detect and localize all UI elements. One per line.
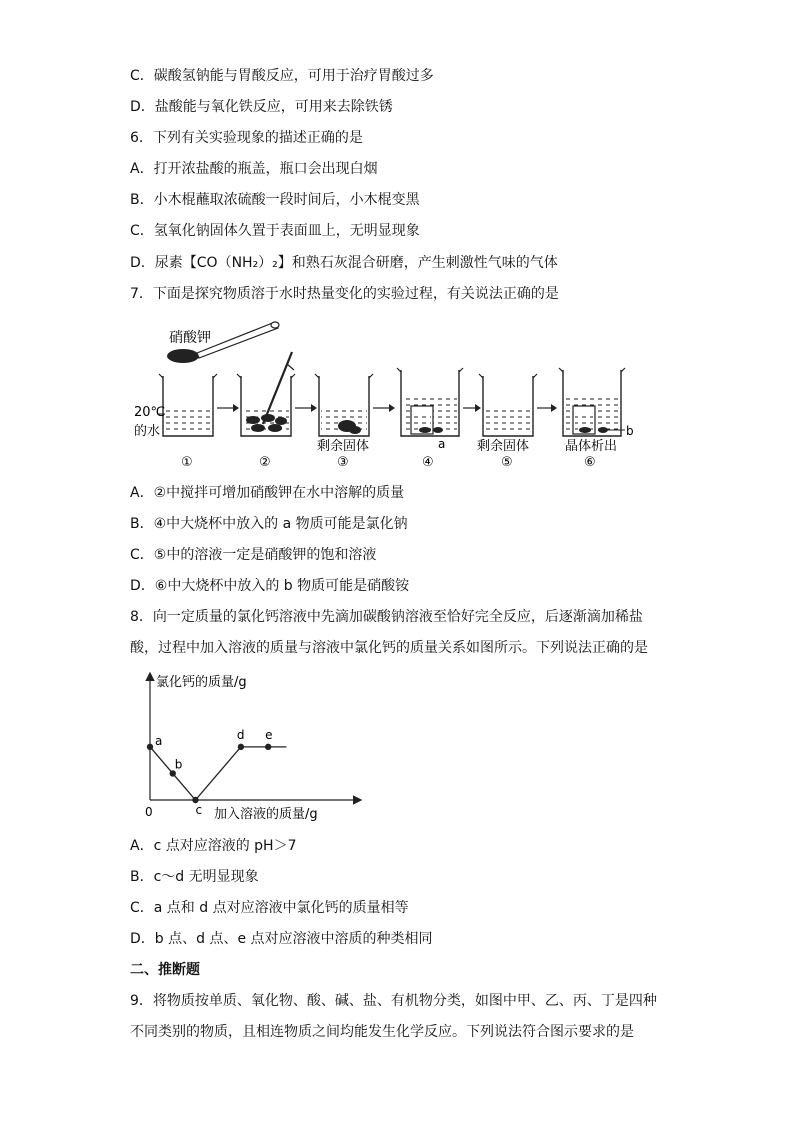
step-2: ② — [259, 455, 271, 470]
q8-option-b: B．c～d 无明显现象 — [130, 869, 259, 885]
arrow-icon — [295, 404, 317, 412]
beaker-3 — [315, 374, 373, 436]
label-a: a — [438, 437, 446, 451]
remaining-solid-label-3: 剩余固体 — [317, 439, 370, 454]
q7-option-d: D．⑥中大烧杯中放入的 b 物质可能是硝酸铵 — [130, 578, 410, 594]
point-label-d: d — [236, 727, 245, 742]
step-5: ⑤ — [501, 455, 513, 470]
q7-experiment-figure — [125, 318, 645, 473]
y-axis-label: 氯化钙的质量/g — [156, 675, 247, 690]
beaker-6 — [559, 368, 625, 436]
q9-stem-line1: 9．将物质按单质、氧化物、酸、碱、盐、有机物分类，如图中甲、乙、丙、丁是四种 — [130, 993, 657, 1009]
water-temp-label: 20℃ — [134, 405, 166, 420]
q6-option-d: D．尿素【CO（NH₂）₂】和熟石灰混合研磨，产生刺激性气味的气体 — [130, 255, 558, 271]
beaker-2 — [237, 352, 295, 436]
arrow-icon — [463, 404, 481, 412]
beaker-4 — [397, 368, 463, 436]
spoon-label: 硝酸钾 — [169, 330, 211, 346]
step-4: ④ — [422, 455, 434, 470]
point-label-a: a — [155, 733, 163, 748]
step-3: ③ — [337, 455, 349, 470]
q5-option-c: C．碳酸氢钠能与胃酸反应，可用于治疗胃酸过多 — [130, 68, 434, 84]
water-label: 的水 — [134, 424, 161, 439]
point-label-c: c — [195, 803, 203, 817]
q6-option-c: C．氢氧化钠固体久置于表面皿上，无明显现象 — [130, 223, 420, 239]
point-label-e: e — [265, 727, 273, 742]
origin-label: 0 — [145, 805, 153, 819]
q8-option-d: D．b 点、d 点、e 点对应溶液中溶质的种类相同 — [130, 931, 433, 947]
crystals-label: 晶体析出 — [565, 439, 618, 454]
point-d — [238, 744, 244, 750]
q8-option-c: C．a 点和 d 点对应溶液中氯化钙的质量相等 — [130, 900, 409, 916]
point-e — [265, 744, 271, 750]
q6-option-b: B．小木棍蘸取浓硫酸一段时间后，小木棍变黑 — [130, 192, 420, 208]
q7-stem: 7．下面是探究物质溶于水时热量变化的实验过程，有关说法正确的是 — [130, 286, 559, 302]
beaker-1 — [159, 374, 217, 436]
q8-stem-line2: 酸，过程中加入溶液的质量与溶液中氯化钙的质量关系如图所示。下列说法正确的是 — [130, 640, 648, 656]
arrow-icon — [373, 404, 395, 412]
q8-option-a: A．c 点对应溶液的 pH＞7 — [130, 838, 297, 854]
arrow-icon — [217, 404, 239, 412]
arrow-icon — [537, 404, 557, 412]
point-a — [147, 744, 153, 750]
q6-option-a: A．打开浓盐酸的瓶盖，瓶口会出现白烟 — [130, 161, 378, 177]
q8-stem-line1: 8．向一定质量的氯化钙溶液中先滴加碳酸钠溶液至恰好完全反应，后逐渐滴加稀盐 — [130, 609, 643, 625]
step-6: ⑥ — [584, 455, 596, 470]
q7-option-c: C．⑤中的溶液一定是硝酸钾的饱和溶液 — [130, 547, 377, 563]
q7-option-a: A．②中搅拌可增加硝酸钾在水中溶解的质量 — [130, 485, 405, 501]
label-b: b — [626, 424, 634, 438]
remaining-solid-label-5: 剩余固体 — [477, 439, 530, 454]
q9-stem-line2: 不同类别的物质，且相连物质之间均能发生化学反应。下列说法符合图示要求的是 — [130, 1024, 634, 1040]
beaker-5 — [479, 374, 537, 436]
q5-option-d: D．盐酸能与氧化铁反应，可用来去除铁锈 — [130, 99, 393, 115]
point-label-b: b — [174, 757, 183, 772]
q6-stem: 6．下列有关实验现象的描述正确的是 — [130, 130, 363, 146]
x-axis-label: 加入溶液的质量/g — [214, 807, 318, 822]
section-title: 二、推断题 — [130, 962, 200, 978]
q7-option-b: B．④中大烧杯中放入的 a 物质可能是氯化钠 — [130, 516, 408, 532]
step-1: ① — [181, 455, 193, 470]
q8-chart — [140, 668, 370, 828]
